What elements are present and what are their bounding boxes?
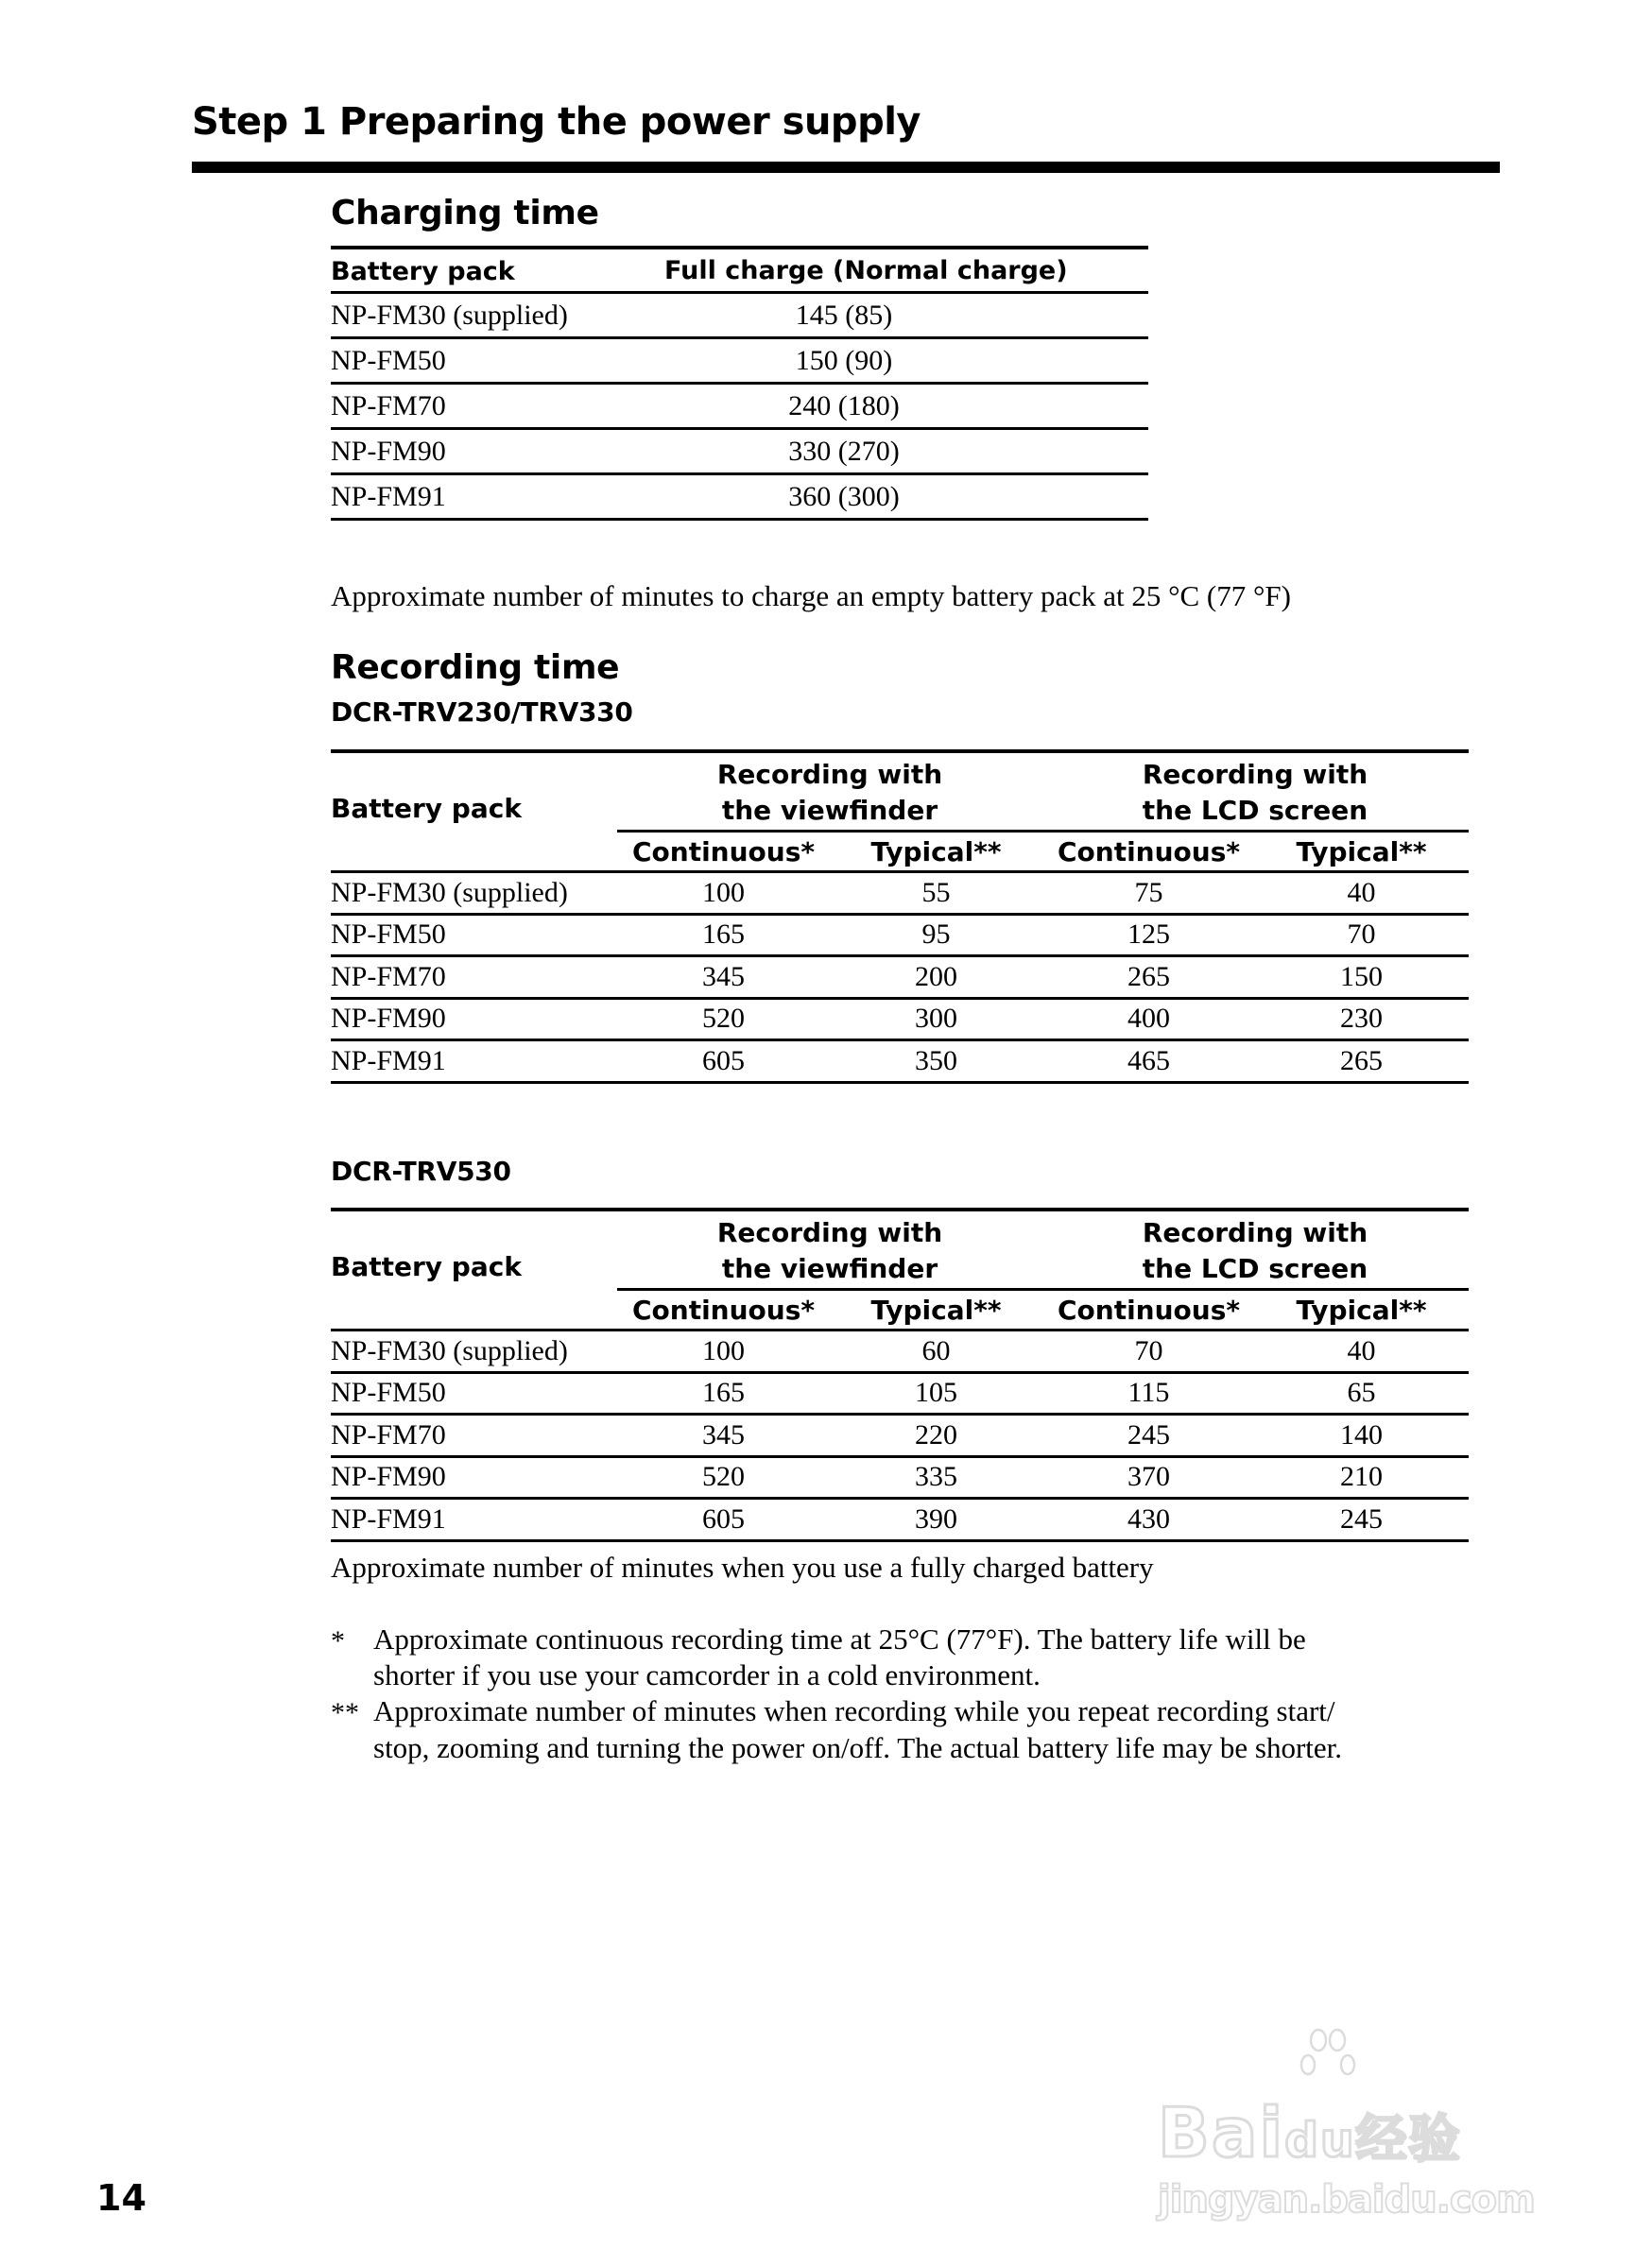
group-header-line: the LCD screen [1142, 1253, 1368, 1284]
battery-pack-cell: NP-FM90 [331, 1461, 446, 1493]
value-cell: 55 [921, 876, 951, 908]
footnote-mark: ** [331, 1697, 359, 1728]
column-header: Battery pack [331, 256, 515, 286]
charging-time-heading: Charging time [331, 194, 599, 232]
value-cell: 300 [915, 1003, 957, 1035]
table-bottom-rule [331, 1539, 1469, 1542]
watermark-brand [1158, 2093, 1462, 2172]
table-row [331, 1416, 1469, 1455]
recording-time-table-trv230-trv330 [331, 749, 1469, 1084]
charge-time-cell: 330 (270) [788, 435, 900, 467]
watermark-brand-latin: Bai [1158, 2093, 1285, 2172]
group-header-line: Recording with [1142, 759, 1368, 790]
charge-time-cell: 240 (180) [788, 389, 900, 421]
group-header-line: the viewfinder [721, 795, 938, 826]
table-group-header-row [331, 753, 1469, 830]
title-rule [192, 162, 1500, 173]
table-row [331, 430, 1148, 472]
value-cell: 115 [1127, 1377, 1170, 1409]
watermark-brand-du: du [1284, 2113, 1356, 2168]
column-header: Typical** [1296, 835, 1427, 867]
column-header: Full charge (Normal charge) [664, 255, 1068, 285]
battery-pack-cell: NP-FM30 (supplied) [331, 1334, 568, 1366]
lcd-group-header [1042, 1211, 1468, 1288]
value-cell: 40 [1347, 876, 1376, 908]
value-cell: 345 [702, 960, 745, 992]
battery-pack-cell: NP-FM70 [331, 389, 446, 421]
battery-pack-cell: NP-FM50 [331, 1377, 446, 1409]
table-row [331, 385, 1148, 427]
column-header: Typical** [870, 835, 1002, 867]
model-heading: DCR-TRV530 [331, 1156, 511, 1187]
model-heading: DCR-TRV230/TRV330 [331, 696, 633, 728]
charging-note: Approximate number of minutes to charge an empty battery pack at 25 °C (77 °F) [331, 579, 1291, 612]
recording-note: Approximate number of minutes when you use a fully charged battery [331, 1551, 1154, 1584]
value-cell: 245 [1340, 1502, 1383, 1535]
value-cell: 125 [1127, 918, 1170, 951]
page-title: Step 1 Preparing the power supply [192, 100, 921, 144]
battery-pack-cell: NP-FM91 [331, 480, 446, 512]
table-row [331, 1374, 1469, 1414]
table-row [331, 339, 1148, 382]
group-header-line: the viewfinder [721, 1253, 938, 1284]
value-cell: 220 [915, 1418, 957, 1451]
value-cell: 60 [921, 1334, 951, 1366]
table-bottom-rule [331, 1081, 1469, 1084]
battery-pack-cell: NP-FM91 [331, 1502, 446, 1535]
battery-pack-cell: NP-FM70 [331, 960, 446, 992]
charge-time-cell: 145 (85) [795, 299, 893, 331]
value-cell: 520 [702, 1003, 745, 1035]
table-row [331, 1500, 1469, 1539]
battery-pack-cell: NP-FM90 [331, 435, 446, 467]
value-cell: 105 [915, 1377, 957, 1409]
value-cell: 75 [1134, 876, 1163, 908]
table-row [331, 1458, 1469, 1498]
charge-time-cell: 150 (90) [795, 344, 893, 376]
value-cell: 210 [1340, 1461, 1383, 1493]
battery-pack-cell: NP-FM50 [331, 918, 446, 951]
group-header-line: Recording with [716, 759, 943, 790]
footnote-line: Approximate continuous recording time at 25°C (77°F). The battery life will be [373, 1622, 1306, 1656]
column-header: Typical** [1296, 1294, 1427, 1326]
table-row [331, 1000, 1469, 1039]
page-number: 14 [96, 2177, 146, 2219]
viewfinder-group-header [617, 753, 1042, 830]
battery-pack-cell: NP-FM30 (supplied) [331, 876, 568, 908]
value-cell: 370 [1127, 1461, 1170, 1493]
column-header: Typical** [870, 1294, 1002, 1326]
value-cell: 95 [921, 918, 951, 951]
value-cell: 200 [915, 960, 957, 992]
battery-pack-cell: NP-FM90 [331, 1003, 446, 1035]
column-header: Continuous* [631, 1294, 816, 1326]
column-header: Continuous* [631, 835, 816, 867]
value-cell: 605 [702, 1502, 745, 1535]
value-cell: 100 [702, 1334, 745, 1366]
value-cell: 335 [915, 1461, 957, 1493]
table-row [331, 957, 1469, 997]
value-cell: 165 [702, 1377, 745, 1409]
value-cell: 245 [1127, 1418, 1170, 1451]
table-row [331, 1041, 1469, 1081]
footnote-line: shorter if you use your camcorder in a cold environment. [373, 1658, 1041, 1691]
recording-time-heading: Recording time [331, 648, 620, 687]
value-cell: 345 [702, 1418, 745, 1451]
column-header: Continuous* [1057, 1294, 1241, 1326]
value-cell: 390 [915, 1502, 957, 1535]
table-row [331, 873, 1469, 913]
table-subheader-row [331, 833, 1469, 870]
value-cell: 165 [702, 918, 745, 951]
footnote-line: stop, zooming and turning the power on/off. The actual battery life may be shorter. [373, 1731, 1343, 1764]
column-header: Battery pack [331, 1251, 522, 1282]
watermark-url: jingyan.baidu.com [1158, 2178, 1535, 2222]
group-header-line: the LCD screen [1142, 795, 1368, 826]
battery-pack-cell: NP-FM70 [331, 1418, 446, 1451]
baidu-watermark [1158, 2027, 1545, 2222]
value-cell: 70 [1134, 1334, 1163, 1366]
paw-icon [1299, 2027, 1356, 2098]
lcd-group-header [1042, 753, 1468, 830]
battery-pack-cell: NP-FM50 [331, 344, 446, 376]
value-cell: 230 [1340, 1003, 1383, 1035]
value-cell: 520 [702, 1461, 745, 1493]
value-cell: 265 [1340, 1044, 1383, 1076]
footnote-mark: * [331, 1625, 345, 1657]
viewfinder-group-header [617, 1211, 1042, 1288]
value-cell: 350 [915, 1044, 957, 1076]
footnote-line: Approximate number of minutes when recording while you repeat recording start/ [373, 1694, 1335, 1727]
table-row [331, 294, 1148, 336]
table-row [331, 1331, 1469, 1371]
value-cell: 100 [702, 876, 745, 908]
table-row [331, 475, 1148, 518]
table-header-row [331, 249, 1148, 291]
charging-time-table [331, 246, 1148, 521]
table-bottom-rule [331, 518, 1148, 521]
battery-pack-cell: NP-FM30 (supplied) [331, 299, 568, 331]
battery-pack-cell: NP-FM91 [331, 1044, 446, 1076]
value-cell: 430 [1127, 1502, 1170, 1535]
column-header: Continuous* [1057, 835, 1241, 867]
value-cell: 400 [1127, 1003, 1170, 1035]
value-cell: 265 [1127, 960, 1170, 992]
table-subheader-row [331, 1291, 1469, 1329]
value-cell: 40 [1347, 1334, 1376, 1366]
recording-time-table-trv530 [331, 1208, 1469, 1542]
value-cell: 605 [702, 1044, 745, 1076]
table-row [331, 916, 1469, 955]
value-cell: 140 [1340, 1418, 1383, 1451]
watermark-brand-cn: 经验 [1355, 2109, 1462, 2169]
column-header: Battery pack [331, 793, 522, 824]
value-cell: 65 [1347, 1377, 1376, 1409]
value-cell: 150 [1340, 960, 1383, 992]
value-cell: 465 [1127, 1044, 1170, 1076]
charge-time-cell: 360 (300) [788, 480, 900, 512]
value-cell: 70 [1347, 918, 1376, 951]
group-header-line: Recording with [716, 1217, 943, 1248]
table-group-header-row [331, 1211, 1469, 1288]
group-header-line: Recording with [1142, 1217, 1368, 1248]
